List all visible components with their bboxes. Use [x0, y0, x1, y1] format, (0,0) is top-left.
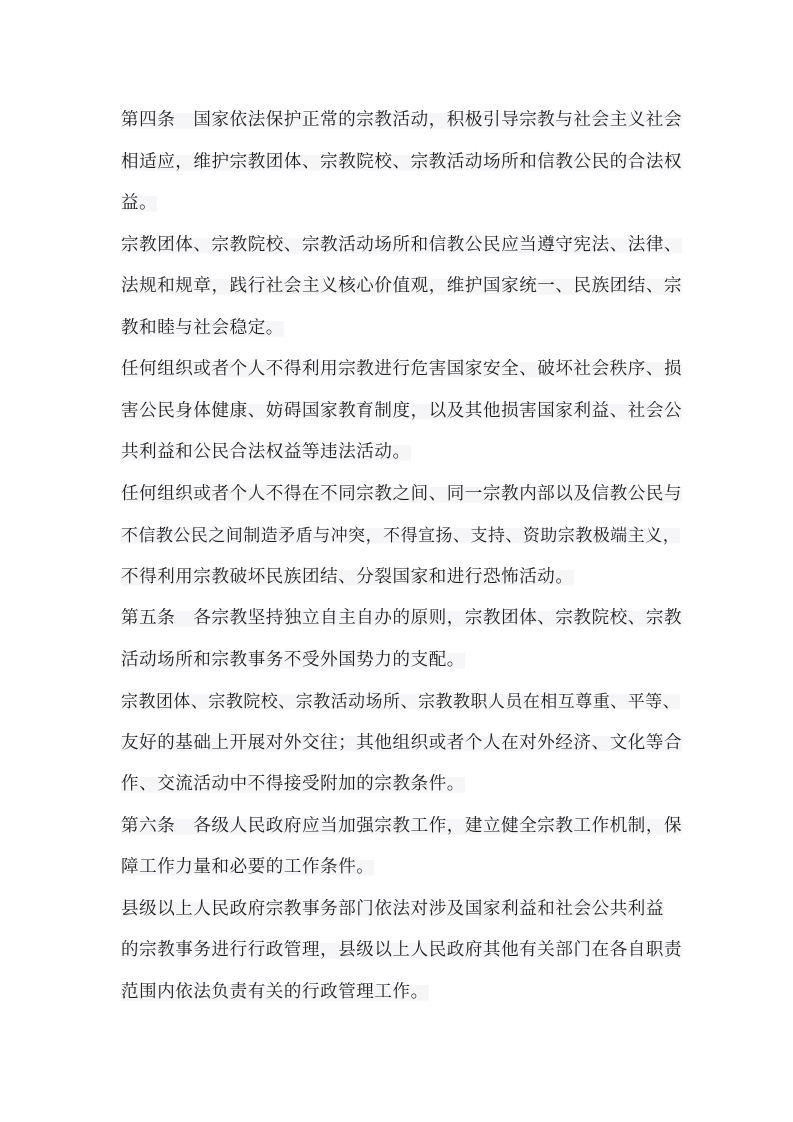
text-line: 宗教团体、宗教院校、宗教活动场所、宗教教职人员在相互尊重、平等、	[121, 691, 681, 711]
text-line: 任何组织或者个人不得利用宗教进行危害国家安全、破坏社会秩序、损	[121, 359, 683, 379]
text-line: 障工作力量和必要的工作条件。	[121, 857, 375, 877]
paragraph-article-4-clause-2	[121, 225, 683, 350]
text-line: 法规和规章，践行社会主义核心价值观，维护国家统一、民族团结、宗	[121, 276, 683, 296]
text-line: 相适应，维护宗教团体、宗教院校、宗教活动场所和信教公民的合法权	[121, 151, 683, 172]
paragraph-article-4-clause-3	[121, 349, 683, 474]
text-line: 教和睦与社会稳定。	[121, 317, 284, 338]
text-line: 不得利用宗教破坏民族团结、分裂国家和进行恐怖活动。	[121, 566, 574, 587]
text-line: 第四条 国家依法保护正常的宗教活动，积极引导宗教与社会主义社会	[121, 110, 683, 130]
text-line: 友好的基础上开展对外交往；其他组织或者个人在对外经济、文化等合	[121, 732, 683, 753]
text-line: 共利益和公民合法权益等违法活动。	[121, 442, 411, 462]
text-line: 宗教团体、宗教院校、宗教活动场所和信教公民应当遵守宪法、法律、	[121, 234, 683, 255]
text-line: 范围内依法负责有关的行政管理工作。	[121, 981, 429, 1002]
text-line: 作、交流活动中不得接受附加的宗教条件。	[121, 774, 465, 794]
text-line: 不信教公民之间制造矛盾与冲突，不得宣扬、支持、资助宗教极端主义，	[121, 525, 681, 545]
text-line: 害公民身体健康、妨碍国家教育制度，以及其他损害国家利益、社会公	[121, 400, 683, 421]
paragraph-article-6-clause-2	[121, 889, 683, 1014]
text-line: 的宗教事务进行行政管理，县级以上人民政府其他有关部门在各自职责	[121, 940, 683, 960]
text-line: 第五条 各宗教坚持独立自主自办的原则，宗教团体、宗教院校、宗教	[121, 608, 683, 628]
paragraph-article-6	[121, 806, 683, 889]
text-line: 活动场所和宗教事务不受外国势力的支配。	[121, 649, 465, 670]
text-line: 任何组织或者个人不得在不同宗教之间、同一宗教内部以及信教公民与	[121, 483, 683, 504]
paragraph-article-5	[121, 598, 683, 681]
paragraph-article-4	[121, 100, 683, 225]
text-line: 县级以上人民政府宗教事务部门依法对涉及国家利益和社会公共利益	[121, 898, 664, 919]
text-line: 第六条 各级人民政府应当加强宗教工作，建立健全宗教工作机制，保	[121, 815, 683, 836]
paragraph-article-4-clause-4	[121, 474, 683, 599]
text-line: 益。	[121, 193, 158, 213]
document-body	[121, 100, 683, 1013]
paragraph-article-5-clause-2	[121, 681, 683, 806]
